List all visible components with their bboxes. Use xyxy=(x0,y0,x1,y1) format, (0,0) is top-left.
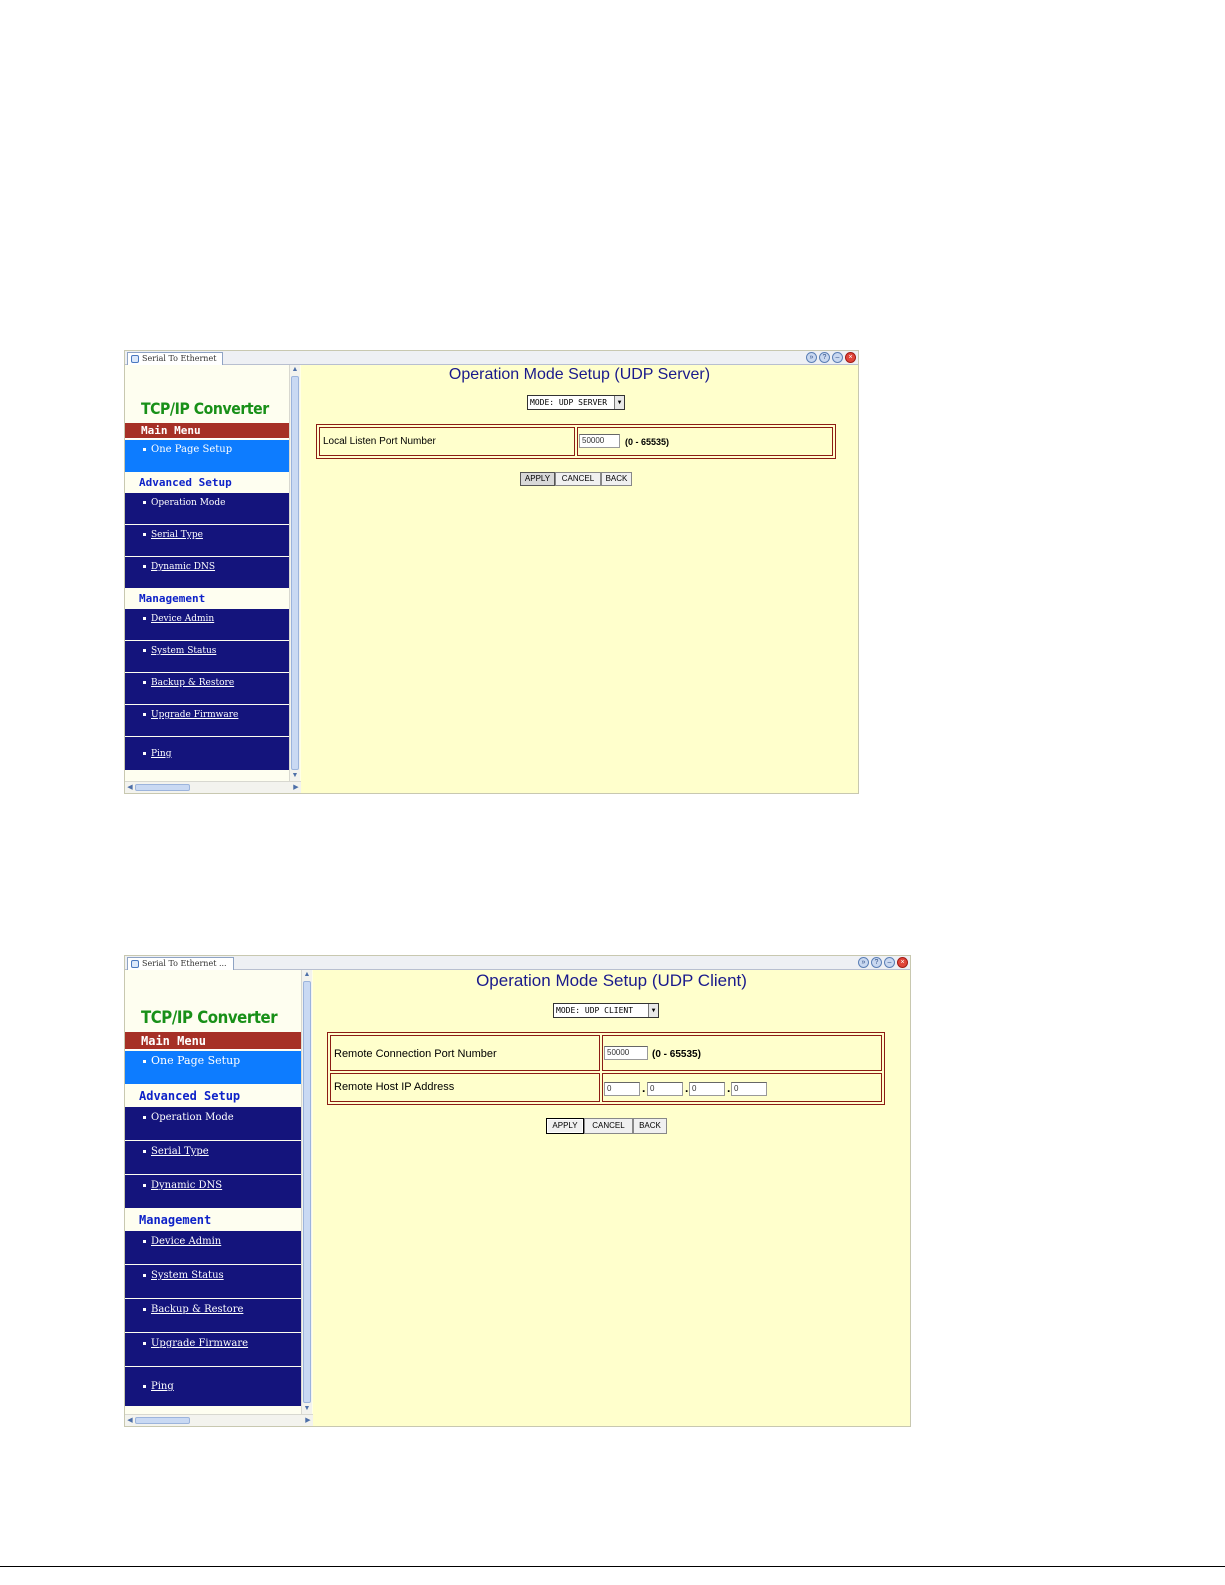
management-header: Management xyxy=(139,1213,212,1227)
tab-bar xyxy=(125,956,910,970)
sidebar-item-label: Device Admin xyxy=(151,614,215,624)
sidebar-item-serial-type[interactable] xyxy=(125,525,289,557)
sidebar-item-label: One Page Setup xyxy=(151,1054,241,1067)
bullet-icon xyxy=(143,1240,146,1243)
bullet-icon xyxy=(143,617,146,620)
sidebar-item-dynamic-dns[interactable] xyxy=(125,1175,301,1209)
sidebar xyxy=(125,970,301,1426)
bullet-icon xyxy=(143,501,146,504)
browser-window-udp-client xyxy=(124,955,911,1427)
sidebar-item-system-status[interactable] xyxy=(125,641,289,673)
sidebar-item-label: Dynamic DNS xyxy=(151,1180,223,1191)
bullet-icon xyxy=(143,1385,146,1388)
sidebar-item-one-page-setup[interactable] xyxy=(125,440,289,472)
bullet-icon xyxy=(143,1060,146,1063)
scroll-right-icon[interactable]: ▶ xyxy=(293,784,299,791)
scroll-down-icon[interactable]: ▼ xyxy=(303,1405,311,1412)
back-button[interactable]: BACK xyxy=(601,472,632,486)
management-header: Management xyxy=(139,592,206,605)
browser-tab[interactable] xyxy=(127,352,223,365)
sidebar-horizontal-scrollbar[interactable] xyxy=(125,1414,313,1426)
page-icon xyxy=(131,355,139,363)
ip-octet-1-input[interactable]: 0 xyxy=(604,1082,640,1096)
sidebar-item-device-admin[interactable] xyxy=(125,609,289,641)
scroll-right-icon[interactable]: ▶ xyxy=(305,1417,311,1424)
ip-octet-4-input[interactable]: 0 xyxy=(731,1082,767,1096)
sidebar-item-operation-mode[interactable] xyxy=(125,493,289,525)
page-title: Operation Mode Setup (UDP Client) xyxy=(476,971,747,990)
bullet-icon xyxy=(143,448,146,451)
mode-select[interactable] xyxy=(527,395,625,410)
window-controls xyxy=(806,352,856,364)
bullet-icon xyxy=(143,1308,146,1311)
back-button[interactable]: BACK xyxy=(633,1118,667,1134)
bullet-icon xyxy=(143,565,146,568)
sidebar-item-label: Serial Type xyxy=(151,530,203,540)
close-icon[interactable]: × xyxy=(897,957,908,968)
remote-host-ip-label: Remote Host IP Address xyxy=(334,1081,455,1093)
main-menu-header: Main Menu xyxy=(125,1032,301,1050)
scroll-thumb[interactable] xyxy=(303,981,311,1403)
page-divider xyxy=(0,1566,1225,1567)
chevron-right-icon[interactable]: » xyxy=(806,352,817,363)
ip-separator: . xyxy=(642,1081,646,1095)
sidebar xyxy=(125,365,289,793)
advanced-setup-header: Advanced Setup xyxy=(139,476,232,489)
help-icon[interactable]: ? xyxy=(871,957,882,968)
scroll-thumb[interactable] xyxy=(291,376,299,770)
bullet-icon xyxy=(143,681,146,684)
port-range-hint: (0 - 65535) xyxy=(652,1049,701,1060)
mode-select-value: MODE: UDP SERVER xyxy=(530,398,608,407)
sidebar-item-system-status[interactable] xyxy=(125,1265,301,1299)
sidebar-item-ping[interactable] xyxy=(125,1367,301,1407)
sidebar-item-label: Upgrade Firmware xyxy=(151,1338,249,1349)
browser-window-udp-server xyxy=(124,350,859,794)
browser-tab[interactable] xyxy=(127,957,234,970)
apply-button[interactable]: APPLY xyxy=(520,472,555,486)
content-pane xyxy=(301,365,858,793)
cancel-button[interactable]: CANCEL xyxy=(584,1118,633,1134)
sidebar-item-upgrade-firmware[interactable] xyxy=(125,1333,301,1367)
port-range-hint: (0 - 65535) xyxy=(625,437,670,447)
table-cell-value xyxy=(602,1073,882,1102)
scroll-up-icon[interactable]: ▲ xyxy=(303,971,311,978)
settings-table xyxy=(327,1032,885,1105)
mode-select[interactable] xyxy=(553,1003,659,1018)
sidebar-item-label: Dynamic DNS xyxy=(151,562,216,572)
sidebar-item-label: One Page Setup xyxy=(151,444,233,455)
settings-table xyxy=(316,424,836,459)
table-cell-value xyxy=(577,427,833,456)
apply-button[interactable]: APPLY xyxy=(546,1118,584,1134)
sidebar-item-one-page-setup[interactable] xyxy=(125,1051,301,1084)
sidebar-item-label: Backup & Restore xyxy=(151,1304,244,1315)
sidebar-item-label: Serial Type xyxy=(151,1146,209,1157)
sidebar-item-label: Operation Mode xyxy=(151,498,226,508)
scroll-left-icon[interactable]: ◀ xyxy=(127,784,133,791)
sidebar-item-ping[interactable] xyxy=(125,737,289,771)
content-pane xyxy=(313,970,910,1426)
table-cell-label xyxy=(330,1035,600,1071)
sidebar-horizontal-scrollbar[interactable] xyxy=(125,781,301,793)
ip-separator: . xyxy=(727,1081,731,1095)
sidebar-item-label: Device Admin xyxy=(151,1236,222,1247)
bullet-icon xyxy=(143,649,146,652)
table-cell-value xyxy=(602,1035,882,1071)
sidebar-vertical-scrollbar[interactable] xyxy=(289,365,300,781)
chevron-right-icon[interactable]: » xyxy=(858,957,869,968)
minimize-icon[interactable]: – xyxy=(884,957,895,968)
sidebar-item-backup-restore[interactable] xyxy=(125,673,289,705)
bullet-icon xyxy=(143,752,146,755)
close-icon[interactable]: × xyxy=(845,352,856,363)
logo: TCP/IP Converter xyxy=(141,1008,278,1028)
sidebar-item-label: Operation Mode xyxy=(151,1112,234,1123)
sidebar-item-label: System Status xyxy=(151,1270,224,1281)
sidebar-item-serial-type[interactable] xyxy=(125,1141,301,1175)
scroll-down-icon[interactable]: ▼ xyxy=(291,772,299,779)
advanced-setup-header: Advanced Setup xyxy=(139,1089,241,1103)
scroll-thumb[interactable] xyxy=(135,784,190,791)
sidebar-vertical-scrollbar[interactable] xyxy=(301,970,312,1414)
bullet-icon xyxy=(143,1150,146,1153)
ip-octet-3-input[interactable]: 0 xyxy=(689,1082,725,1096)
mode-select-value: MODE: UDP CLIENT xyxy=(556,1006,634,1015)
logo: TCP/IP Converter xyxy=(141,399,269,418)
bullet-icon xyxy=(143,713,146,716)
scroll-thumb[interactable] xyxy=(135,1417,190,1424)
window-controls xyxy=(858,957,908,969)
remote-port-input[interactable]: 50000 xyxy=(604,1046,648,1060)
sidebar-item-device-admin[interactable] xyxy=(125,1231,301,1265)
browser-tab-title: Serial To Ethernet xyxy=(142,354,217,363)
sidebar-item-label: System Status xyxy=(151,646,217,656)
main-menu-header: Main Menu xyxy=(125,423,289,439)
scroll-left-icon[interactable]: ◀ xyxy=(127,1417,133,1424)
chevron-down-icon[interactable]: ▼ xyxy=(614,396,624,409)
bullet-icon xyxy=(143,1342,146,1345)
tab-bar xyxy=(125,351,858,365)
bullet-icon xyxy=(143,1184,146,1187)
minimize-icon[interactable]: – xyxy=(832,352,843,363)
help-icon[interactable]: ? xyxy=(819,352,830,363)
table-cell-label xyxy=(319,427,575,456)
sidebar-item-label: Backup & Restore xyxy=(151,678,235,688)
sidebar-item-label: Ping xyxy=(151,1381,174,1392)
sidebar-item-operation-mode[interactable] xyxy=(125,1107,301,1141)
bullet-icon xyxy=(143,533,146,536)
bullet-icon xyxy=(143,1274,146,1277)
local-listen-port-label: Local Listen Port Number xyxy=(323,436,436,447)
browser-tab-title: Serial To Ethernet ... xyxy=(142,959,227,968)
sidebar-item-dynamic-dns[interactable] xyxy=(125,557,289,589)
sidebar-item-label: Ping xyxy=(151,749,172,759)
bullet-icon xyxy=(143,1116,146,1119)
ip-octet-2-input[interactable]: 0 xyxy=(647,1082,683,1096)
chevron-down-icon[interactable]: ▼ xyxy=(648,1004,658,1017)
local-listen-port-input[interactable]: 50000 xyxy=(579,434,620,448)
ip-separator: . xyxy=(685,1081,689,1095)
page-title: Operation Mode Setup (UDP Server) xyxy=(448,366,711,383)
cancel-button[interactable]: CANCEL xyxy=(555,472,601,486)
scroll-up-icon[interactable]: ▲ xyxy=(291,366,299,373)
page-icon xyxy=(131,960,139,968)
sidebar-item-backup-restore[interactable] xyxy=(125,1299,301,1333)
table-cell-label xyxy=(330,1073,600,1102)
remote-port-label: Remote Connection Port Number xyxy=(334,1048,497,1060)
sidebar-item-upgrade-firmware[interactable] xyxy=(125,705,289,737)
sidebar-item-label: Upgrade Firmware xyxy=(151,710,239,720)
